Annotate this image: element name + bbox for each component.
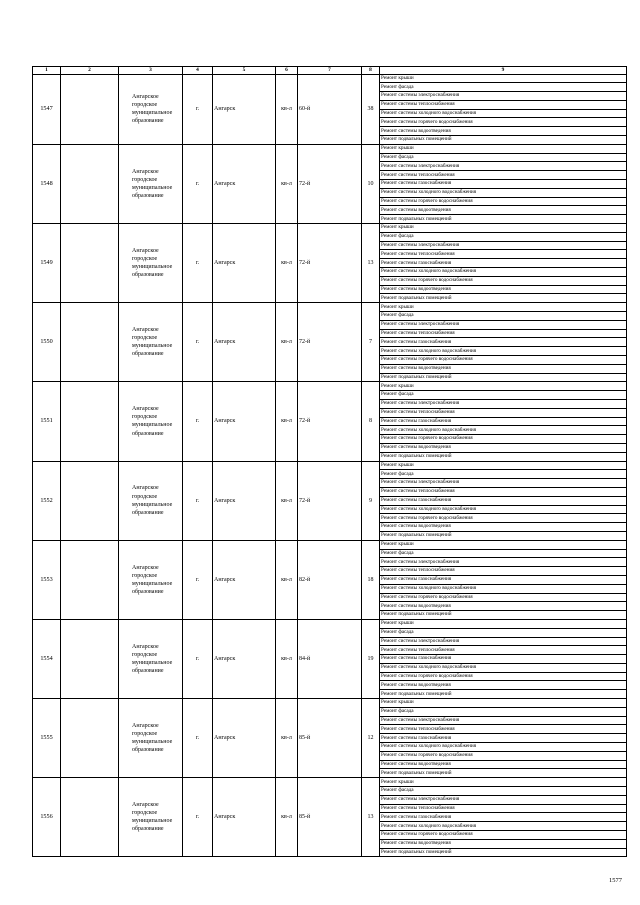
work-item: Ремонт подвальных помещений — [380, 373, 627, 382]
record-number: 1550 — [33, 303, 61, 382]
work-item: Ремонт системы электроснабжения — [380, 558, 627, 567]
work-item: Ремонт системы газоснабжения — [380, 417, 627, 426]
work-item: Ремонт системы горячего водоснабжения — [380, 593, 627, 602]
work-item: Ремонт системы газоснабжения — [380, 813, 627, 822]
city-name: Ангарск — [213, 382, 276, 461]
district-type: кв-л — [276, 778, 298, 857]
work-item: Ремонт системы горячего водоснабжения — [380, 197, 627, 206]
column-header: 1 — [33, 67, 61, 75]
value-cell: 18 — [362, 540, 380, 619]
table-row — [33, 461, 627, 470]
work-item: Ремонт системы электроснабжения — [380, 162, 627, 171]
work-item: Ремонт системы теплоснабжения — [380, 567, 627, 576]
empty-cell — [61, 224, 119, 303]
repair-schedule-table — [32, 66, 627, 857]
work-item: Ремонт системы горячего водоснабжения — [380, 514, 627, 523]
district-number: 72-й — [298, 382, 362, 461]
work-item: Ремонт системы электроснабжения — [380, 637, 627, 646]
municipality-name: Ангарское городское муниципальное образование — [119, 540, 183, 619]
work-item: Ремонт крыши — [380, 540, 627, 549]
value-cell: 19 — [362, 619, 380, 698]
work-item: Ремонт системы газоснабжения — [380, 575, 627, 584]
page-number: 1577 — [609, 877, 622, 884]
work-item: Ремонт системы холодного водоснабжения — [380, 347, 627, 356]
work-item: Ремонт фасада — [380, 232, 627, 241]
district-type: кв-л — [276, 382, 298, 461]
municipality-name: Ангарское городское муниципальное образование — [119, 699, 183, 778]
work-item: Ремонт системы электроснабжения — [380, 241, 627, 250]
work-item: Ремонт подвальных помещений — [380, 294, 627, 303]
work-item: Ремонт системы электроснабжения — [380, 320, 627, 329]
work-item: Ремонт системы горячего водоснабжения — [380, 435, 627, 444]
work-item: Ремонт крыши — [380, 778, 627, 787]
work-item: Ремонт системы газоснабжения — [380, 734, 627, 743]
record-number: 1547 — [33, 74, 61, 144]
work-item: Ремонт системы холодного водоснабжения — [380, 268, 627, 277]
district-type: кв-л — [276, 540, 298, 619]
work-item: Ремонт системы водоотведения — [380, 681, 627, 690]
value-cell: 13 — [362, 224, 380, 303]
work-item: Ремонт крыши — [380, 699, 627, 708]
work-item: Ремонт подвальных помещений — [380, 136, 627, 145]
work-item: Ремонт системы горячего водоснабжения — [380, 276, 627, 285]
work-item: Ремонт подвальных помещений — [380, 611, 627, 620]
settlement-type: г. — [183, 382, 213, 461]
empty-cell — [61, 382, 119, 461]
work-item: Ремонт системы горячего водоснабжения — [380, 356, 627, 365]
empty-cell — [61, 144, 119, 223]
district-number: 72-й — [298, 461, 362, 540]
settlement-type: г. — [183, 144, 213, 223]
municipality-name: Ангарское городское муниципальное образование — [119, 461, 183, 540]
district-type: кв-л — [276, 74, 298, 144]
work-item: Ремонт системы водоотведения — [380, 127, 627, 136]
work-item: Ремонт подвальных помещений — [380, 690, 627, 699]
header-row — [33, 67, 627, 75]
table-row — [33, 382, 627, 391]
work-item: Ремонт системы теплоснабжения — [380, 804, 627, 813]
work-item: Ремонт системы водоотведения — [380, 602, 627, 611]
work-item: Ремонт системы теплоснабжения — [380, 100, 627, 109]
record-number: 1556 — [33, 778, 61, 857]
column-header: 7 — [298, 67, 362, 75]
record-number: 1548 — [33, 144, 61, 223]
column-header: 6 — [276, 67, 298, 75]
value-cell: 9 — [362, 461, 380, 540]
city-name: Ангарск — [213, 461, 276, 540]
table-row — [33, 144, 627, 153]
work-item: Ремонт крыши — [380, 382, 627, 391]
city-name: Ангарск — [213, 224, 276, 303]
value-cell: 12 — [362, 699, 380, 778]
city-name: Ангарск — [213, 778, 276, 857]
work-item: Ремонт крыши — [380, 144, 627, 153]
work-item: Ремонт подвальных помещений — [380, 848, 627, 857]
settlement-type: г. — [183, 461, 213, 540]
work-item: Ремонт системы водоотведения — [380, 285, 627, 294]
table-row — [33, 74, 627, 83]
district-number: 72-й — [298, 144, 362, 223]
table-row — [33, 303, 627, 312]
work-item: Ремонт системы водоотведения — [380, 760, 627, 769]
district-type: кв-л — [276, 699, 298, 778]
work-item: Ремонт крыши — [380, 224, 627, 233]
district-number: 85-й — [298, 778, 362, 857]
work-item: Ремонт системы электроснабжения — [380, 399, 627, 408]
district-type: кв-л — [276, 303, 298, 382]
column-header: 8 — [362, 67, 380, 75]
work-item: Ремонт системы теплоснабжения — [380, 487, 627, 496]
work-item: Ремонт системы теплоснабжения — [380, 329, 627, 338]
settlement-type: г. — [183, 699, 213, 778]
city-name: Ангарск — [213, 303, 276, 382]
work-item: Ремонт фасада — [380, 549, 627, 558]
municipality-name: Ангарское городское муниципальное образование — [119, 144, 183, 223]
column-header: 9 — [380, 67, 627, 75]
table-row — [33, 619, 627, 628]
settlement-type: г. — [183, 224, 213, 303]
work-item: Ремонт системы газоснабжения — [380, 655, 627, 664]
work-item: Ремонт подвальных помещений — [380, 531, 627, 540]
work-item: Ремонт фасада — [380, 470, 627, 479]
municipality-name: Ангарское городское муниципальное образование — [119, 224, 183, 303]
record-number: 1551 — [33, 382, 61, 461]
work-item: Ремонт системы электроснабжения — [380, 795, 627, 804]
empty-cell — [61, 699, 119, 778]
work-item: Ремонт подвальных помещений — [380, 452, 627, 461]
district-number: 60-й — [298, 74, 362, 144]
district-number: 82-й — [298, 540, 362, 619]
empty-cell — [61, 778, 119, 857]
settlement-type: г. — [183, 778, 213, 857]
work-item: Ремонт фасада — [380, 628, 627, 637]
work-item: Ремонт фасада — [380, 787, 627, 796]
work-item: Ремонт системы холодного водоснабжения — [380, 663, 627, 672]
work-item: Ремонт системы электроснабжения — [380, 716, 627, 725]
work-item: Ремонт фасада — [380, 707, 627, 716]
column-header: 2 — [61, 67, 119, 75]
district-type: кв-л — [276, 461, 298, 540]
settlement-type: г. — [183, 619, 213, 698]
work-item: Ремонт системы холодного водоснабжения — [380, 109, 627, 118]
district-type: кв-л — [276, 619, 298, 698]
district-number: 85-й — [298, 699, 362, 778]
work-item: Ремонт системы водоотведения — [380, 839, 627, 848]
work-item: Ремонт системы теплоснабжения — [380, 725, 627, 734]
work-item: Ремонт системы газоснабжения — [380, 496, 627, 505]
work-item: Ремонт системы водоотведения — [380, 364, 627, 373]
district-type: кв-л — [276, 144, 298, 223]
empty-cell — [61, 619, 119, 698]
column-header: 5 — [213, 67, 276, 75]
work-item: Ремонт системы холодного водоснабжения — [380, 743, 627, 752]
work-item: Ремонт системы горячего водоснабжения — [380, 831, 627, 840]
municipality-name: Ангарское городское муниципальное образование — [119, 778, 183, 857]
work-item: Ремонт системы горячего водоснабжения — [380, 672, 627, 681]
work-item: Ремонт системы холодного водоснабжения — [380, 822, 627, 831]
work-item: Ремонт системы теплоснабжения — [380, 646, 627, 655]
work-item: Ремонт системы горячего водоснабжения — [380, 751, 627, 760]
record-number: 1554 — [33, 619, 61, 698]
work-item: Ремонт системы холодного водоснабжения — [380, 584, 627, 593]
work-item: Ремонт подвальных помещений — [380, 215, 627, 224]
work-item: Ремонт системы теплоснабжения — [380, 408, 627, 417]
record-number: 1552 — [33, 461, 61, 540]
table-row — [33, 778, 627, 787]
record-number: 1555 — [33, 699, 61, 778]
work-item: Ремонт фасада — [380, 312, 627, 321]
district-number: 84-й — [298, 619, 362, 698]
work-item: Ремонт подвальных помещений — [380, 769, 627, 778]
work-item: Ремонт системы теплоснабжения — [380, 250, 627, 259]
work-item: Ремонт системы горячего водоснабжения — [380, 118, 627, 127]
municipality-name: Ангарское городское муниципальное образование — [119, 74, 183, 144]
work-item: Ремонт системы электроснабжения — [380, 479, 627, 488]
work-item: Ремонт системы газоснабжения — [380, 259, 627, 268]
city-name: Ангарск — [213, 540, 276, 619]
empty-cell — [61, 461, 119, 540]
work-item: Ремонт системы холодного водоснабжения — [380, 426, 627, 435]
table-row — [33, 699, 627, 708]
city-name: Ангарск — [213, 74, 276, 144]
table-row — [33, 224, 627, 233]
district-type: кв-л — [276, 224, 298, 303]
value-cell: 13 — [362, 778, 380, 857]
city-name: Ангарск — [213, 619, 276, 698]
district-number: 72-й — [298, 303, 362, 382]
work-item: Ремонт фасада — [380, 153, 627, 162]
work-item: Ремонт системы холодного водоснабжения — [380, 505, 627, 514]
city-name: Ангарск — [213, 699, 276, 778]
work-item: Ремонт крыши — [380, 74, 627, 83]
work-item: Ремонт фасада — [380, 391, 627, 400]
value-cell: 8 — [362, 382, 380, 461]
column-header: 3 — [119, 67, 183, 75]
value-cell: 10 — [362, 144, 380, 223]
city-name: Ангарск — [213, 144, 276, 223]
work-item: Ремонт системы теплоснабжения — [380, 171, 627, 180]
work-item: Ремонт крыши — [380, 461, 627, 470]
settlement-type: г. — [183, 74, 213, 144]
work-item: Ремонт системы водоотведения — [380, 523, 627, 532]
district-number: 72-й — [298, 224, 362, 303]
municipality-name: Ангарское городское муниципальное образование — [119, 619, 183, 698]
work-item: Ремонт крыши — [380, 619, 627, 628]
work-item: Ремонт системы электроснабжения — [380, 92, 627, 101]
empty-cell — [61, 303, 119, 382]
work-item: Ремонт системы водоотведения — [380, 206, 627, 215]
work-item: Ремонт системы водоотведения — [380, 443, 627, 452]
work-item: Ремонт системы газоснабжения — [380, 180, 627, 189]
work-item: Ремонт крыши — [380, 303, 627, 312]
empty-cell — [61, 74, 119, 144]
record-number: 1549 — [33, 224, 61, 303]
settlement-type: г. — [183, 303, 213, 382]
record-number: 1553 — [33, 540, 61, 619]
work-item: Ремонт фасада — [380, 83, 627, 92]
settlement-type: г. — [183, 540, 213, 619]
column-header: 4 — [183, 67, 213, 75]
value-cell: 7 — [362, 303, 380, 382]
value-cell: 38 — [362, 74, 380, 144]
work-item: Ремонт системы холодного водоснабжения — [380, 188, 627, 197]
work-item: Ремонт системы газоснабжения — [380, 338, 627, 347]
table-row — [33, 540, 627, 549]
empty-cell — [61, 540, 119, 619]
municipality-name: Ангарское городское муниципальное образование — [119, 303, 183, 382]
municipality-name: Ангарское городское муниципальное образование — [119, 382, 183, 461]
